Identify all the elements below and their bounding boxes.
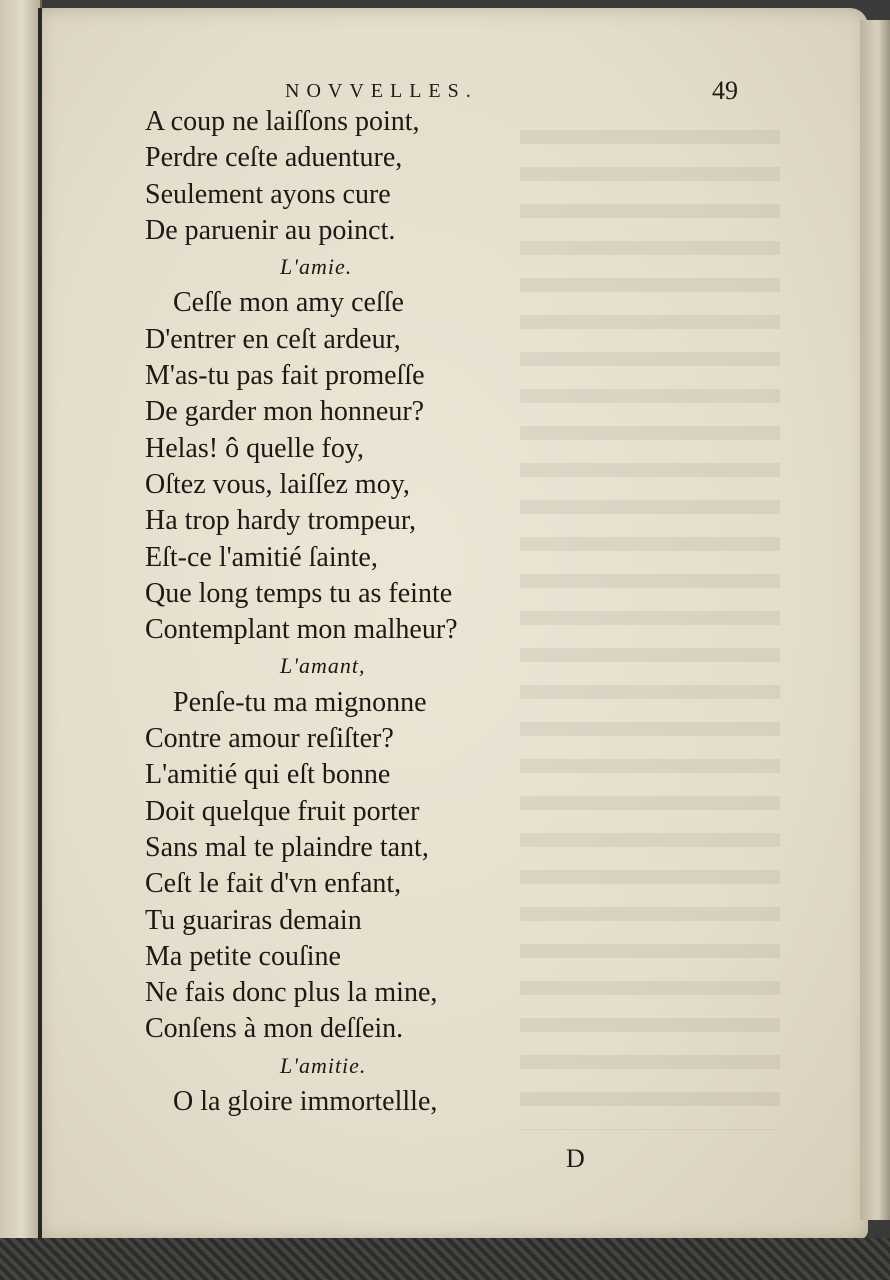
verse-line: Ne fais donc plus la mine, bbox=[145, 977, 438, 1009]
right-page-edge bbox=[860, 20, 890, 1220]
speaker-label: L'amitie. bbox=[280, 1052, 367, 1078]
verse-line: Ceſſe mon amy ceſſe bbox=[173, 287, 404, 319]
verse-line: Sans mal te plaindre tant, bbox=[145, 831, 429, 863]
verse-line: D'entrer en ceſt ardeur, bbox=[145, 323, 401, 355]
verse-line: Ceſt le fait d'vn enfant, bbox=[145, 868, 402, 900]
speaker-label: L'amie. bbox=[280, 254, 353, 280]
verse-line: Perdre ceſte aduenture, bbox=[145, 142, 403, 174]
verse-line: Eſt-ce l'amitié ſainte, bbox=[145, 541, 378, 573]
poem-text bbox=[145, 104, 745, 1120]
verse-line: Ha trop hardy trompeur, bbox=[145, 505, 417, 537]
book-cover-bottom bbox=[0, 1238, 890, 1280]
verse-line: Tu guariras demain bbox=[145, 904, 362, 936]
verse-line: Conſens à mon deſſein. bbox=[145, 1013, 404, 1045]
verse-line: De paruenir au poinct. bbox=[145, 214, 396, 246]
verse-line: L'amitié qui eſt bonne bbox=[145, 759, 391, 791]
running-title: NOVVELLES. bbox=[285, 80, 478, 102]
verse-line: Contre amour reſiſter? bbox=[145, 723, 394, 755]
verse-line: Que long temps tu as feinte bbox=[145, 577, 453, 609]
verse-line: M'as-tu pas fait promeſſe bbox=[145, 360, 425, 392]
verse-line: De garder mon honneur? bbox=[145, 396, 425, 428]
verse-line: Contemplant mon malheur? bbox=[145, 614, 458, 646]
verse-line: O la gloire immortellle, bbox=[173, 1086, 438, 1118]
page-gutter bbox=[38, 8, 42, 1240]
speaker-label: L'amant, bbox=[280, 653, 366, 679]
verse-line: Penſe-tu ma mignonne bbox=[173, 686, 427, 718]
verse-line: Helas! ô quelle foy, bbox=[145, 432, 364, 464]
verse-line: Seulement ayons cure bbox=[145, 178, 391, 210]
verse-line: Ma petite couſine bbox=[145, 940, 341, 972]
signature-mark: D bbox=[566, 1144, 585, 1173]
verse-line: Doit quelque fruit porter bbox=[145, 795, 420, 827]
page-number: 49 bbox=[712, 76, 738, 105]
left-page-edge bbox=[0, 0, 42, 1240]
verse-line: Oſtez vous, laiſſez moy, bbox=[145, 468, 410, 500]
verse-line: A coup ne laiſſons point, bbox=[145, 106, 420, 137]
